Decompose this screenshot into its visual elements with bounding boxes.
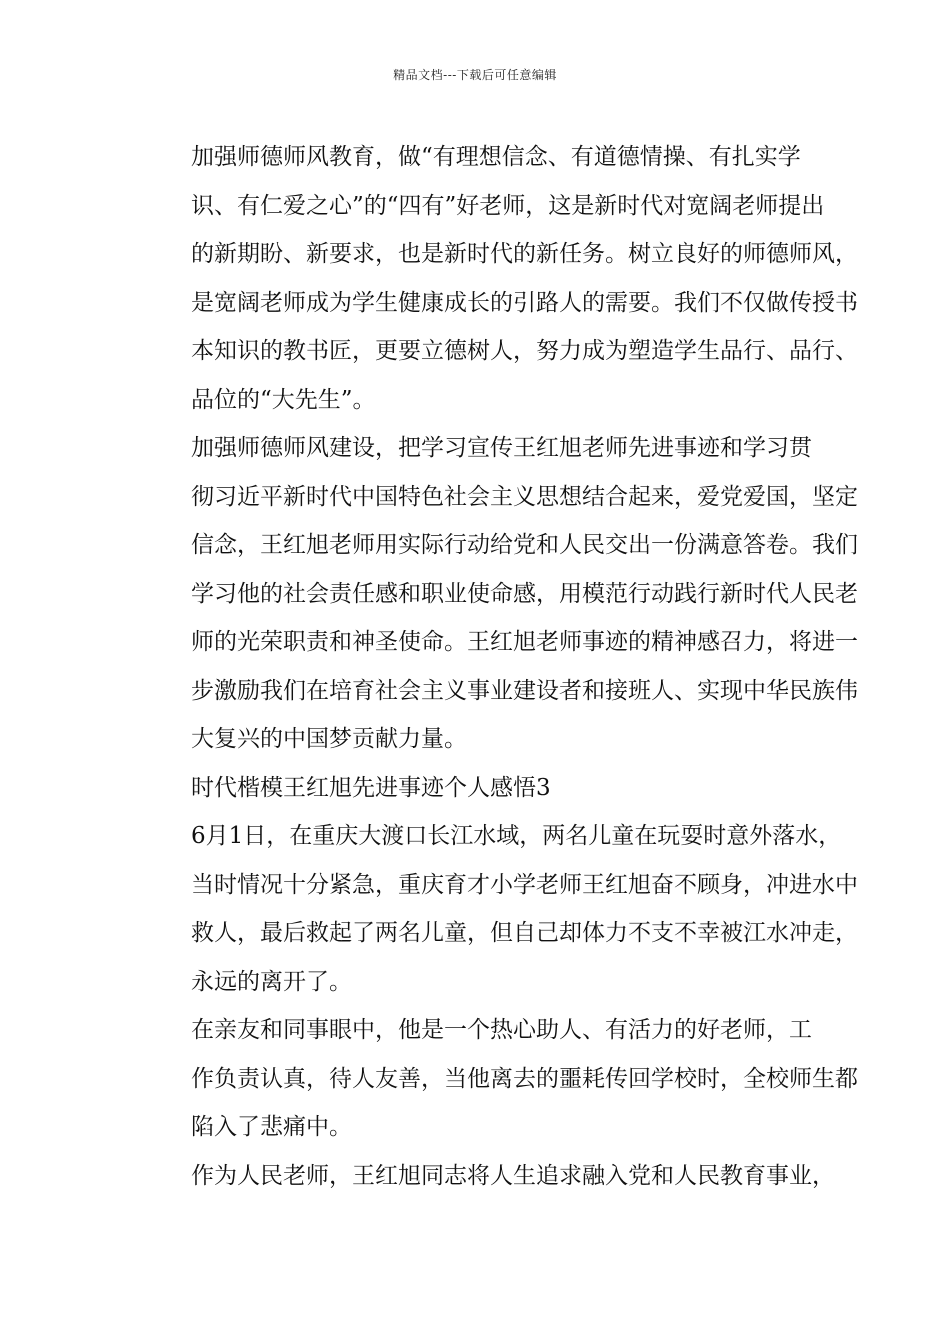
text-line: 作为人民老师，王红旭同志将人生追求融入党和人民教育事业， [191,1162,835,1189]
document-body [145,133,858,1200]
text-line: 的新期盼、新要求，也是新时代的新任务。树立良好的师德师风， [191,241,858,267]
text-line: 品位的“大先生”。 [191,386,376,413]
paragraph-3 [145,812,858,1006]
text-line: 陷入了悲痛中。 [191,1114,352,1140]
paragraph-4 [145,1006,858,1152]
text-line: 在亲友和同事眼中，他是一个热心助人、有活力的好老师，工 [191,1017,812,1043]
text-line: 加强师德师风教育，做“有理想信念、有道德情操、有扎实学 [191,144,801,170]
text-line: 救人，最后救起了两名儿童，但自己却体力不支不幸被江水冲走， [191,920,858,946]
text-line: 步激励我们在培育社会主义事业建设者和接班人、实现中华民族伟 [191,677,858,704]
text-line: 加强师德师风建设，把学习宣传王红旭老师先进事迹和学习贯 [191,435,812,461]
text-line: 大复兴的中国梦贡献力量。 [191,726,467,752]
page-header: 精品文档---下载后可任意编辑 [393,68,557,82]
text-line: 时代楷模王红旭先进事迹个人感悟3 [191,774,551,801]
text-line: 学习他的社会责任感和职业使命感，用模范行动践行新时代人民老 [191,580,858,607]
text-line: 本知识的教书匠，更要立德树人，努力成为塑造学生品行、品行、 [191,338,858,364]
text-line: 信念，王红旭老师用实际行动给党和人民交出一份满意答卷。我们 [191,532,858,558]
text-line: 是宽阔老师成为学生健康成长的引路人的需要。我们不仅做传授书 [191,289,858,316]
text-line: 6月1日，在重庆大渡口长江水域，两名儿童在玩耍时意外落水， [191,823,842,849]
text-line: 识、有仁爱之心”的“四有”好老师，这是新时代对宽阔老师提出 [191,192,825,219]
text-line: 彻习近平新时代中国特色社会主义思想结合起来，爱党爱国，坚定 [191,483,858,510]
text-line: 师的光荣职责和神圣使命。王红旭老师事迹的精神感召力，将进一 [191,629,858,655]
section-heading [145,764,835,813]
text-line: 当时情况十分紧急，重庆育才小学老师王红旭奋不顾身，冲进水中 [191,871,858,898]
paragraph-2 [145,424,858,764]
paragraph-1 [145,133,858,424]
text-line: 作负责认真，待人友善，当他离去的噩耗传回学校时，全校师生都 [191,1065,858,1092]
text-line: 永远的离开了。 [191,968,352,995]
paragraph-5 [145,1152,835,1201]
